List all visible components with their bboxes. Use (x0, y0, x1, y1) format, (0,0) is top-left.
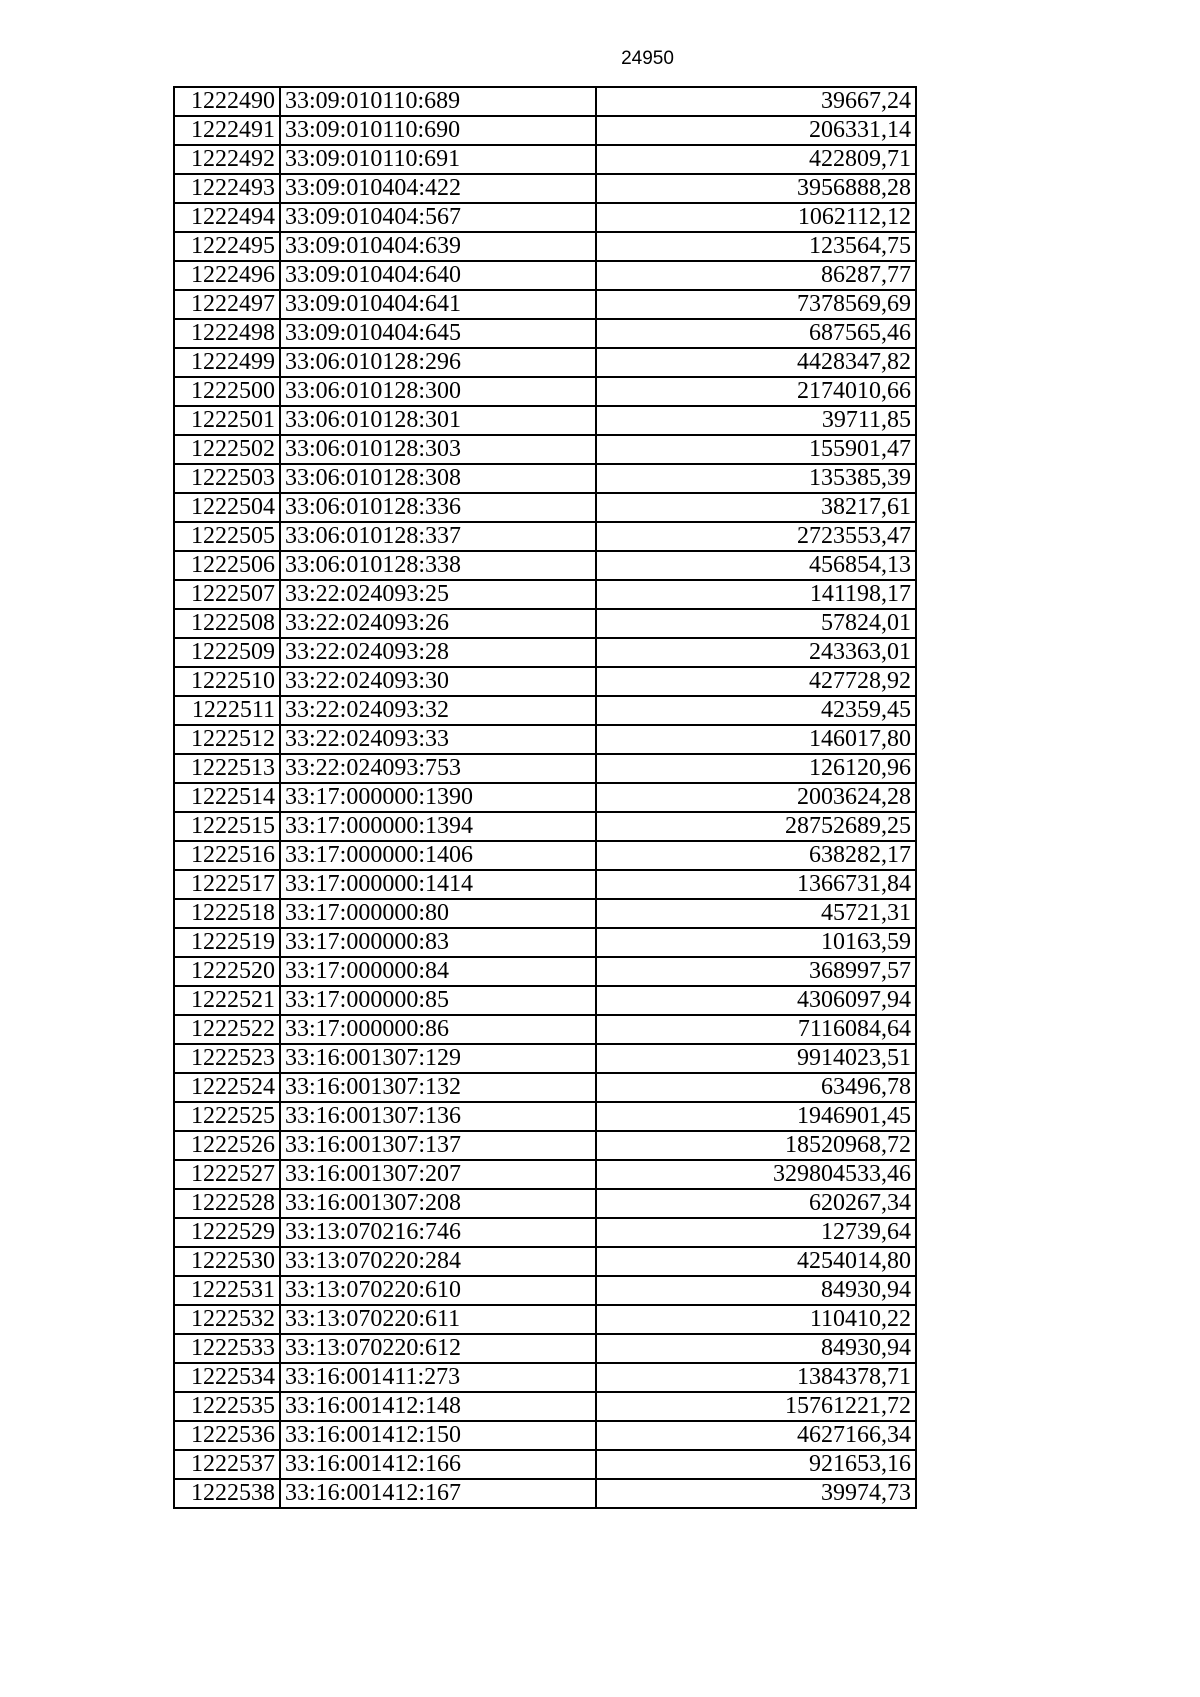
table-row (174, 116, 916, 145)
table-row (174, 928, 916, 957)
row-id-cell: 1222507 (174, 580, 280, 609)
row-id-cell: 1222534 (174, 1363, 280, 1392)
cadastral-value-cell: 39711,85 (596, 406, 916, 435)
cadastral-value-cell: 45721,31 (596, 899, 916, 928)
cadastral-value-cell: 422809,71 (596, 145, 916, 174)
row-id-cell: 1222504 (174, 493, 280, 522)
cadastral-value-cell: 456854,13 (596, 551, 916, 580)
row-id-cell: 1222505 (174, 522, 280, 551)
cadastral-number-cell: 33:06:010128:337 (280, 522, 596, 551)
cadastral-value-cell: 206331,14 (596, 116, 916, 145)
cadastral-value-cell: 4254014,80 (596, 1247, 916, 1276)
row-id-cell: 1222513 (174, 754, 280, 783)
row-id-cell: 1222490 (174, 87, 280, 116)
row-id-cell: 1222519 (174, 928, 280, 957)
cadastral-number-cell: 33:09:010404:641 (280, 290, 596, 319)
cadastral-number-cell: 33:16:001412:166 (280, 1450, 596, 1479)
table-row (174, 870, 916, 899)
table-row (174, 1479, 916, 1508)
row-id-cell: 1222495 (174, 232, 280, 261)
cadastral-number-cell: 33:22:024093:28 (280, 638, 596, 667)
table-row (174, 957, 916, 986)
table-body (174, 87, 916, 1508)
row-id-cell: 1222532 (174, 1305, 280, 1334)
cadastral-number-cell: 33:22:024093:26 (280, 609, 596, 638)
cadastral-number-cell: 33:17:000000:80 (280, 899, 596, 928)
cadastral-value-cell: 2174010,66 (596, 377, 916, 406)
cadastral-value-cell: 243363,01 (596, 638, 916, 667)
table-row (174, 1305, 916, 1334)
cadastral-value-cell: 2003624,28 (596, 783, 916, 812)
table-row (174, 377, 916, 406)
cadastral-value-cell: 141198,17 (596, 580, 916, 609)
cadastral-value-cell: 2723553,47 (596, 522, 916, 551)
cadastral-number-cell: 33:09:010404:640 (280, 261, 596, 290)
table-row (174, 1363, 916, 1392)
table-row (174, 1102, 916, 1131)
cadastral-number-cell: 33:16:001307:207 (280, 1160, 596, 1189)
row-id-cell: 1222530 (174, 1247, 280, 1276)
row-id-cell: 1222497 (174, 290, 280, 319)
cadastral-number-cell: 33:16:001412:167 (280, 1479, 596, 1508)
row-id-cell: 1222531 (174, 1276, 280, 1305)
table-row (174, 783, 916, 812)
row-id-cell: 1222510 (174, 667, 280, 696)
cadastral-number-cell: 33:09:010110:689 (280, 87, 596, 116)
table-row (174, 1276, 916, 1305)
cadastral-value-cell: 368997,57 (596, 957, 916, 986)
cadastral-value-cell: 427728,92 (596, 667, 916, 696)
table-row (174, 812, 916, 841)
row-id-cell: 1222502 (174, 435, 280, 464)
cadastral-number-cell: 33:22:024093:25 (280, 580, 596, 609)
table-row (174, 986, 916, 1015)
table-row (174, 406, 916, 435)
row-id-cell: 1222522 (174, 1015, 280, 1044)
cadastral-value-cell: 3956888,28 (596, 174, 916, 203)
cadastral-value-cell: 1384378,71 (596, 1363, 916, 1392)
cadastral-value-cell: 39974,73 (596, 1479, 916, 1508)
row-id-cell: 1222494 (174, 203, 280, 232)
cadastral-number-cell: 33:09:010110:690 (280, 116, 596, 145)
cadastral-number-cell: 33:09:010404:645 (280, 319, 596, 348)
cadastral-number-cell: 33:06:010128:308 (280, 464, 596, 493)
cadastral-number-cell: 33:22:024093:30 (280, 667, 596, 696)
cadastral-number-cell: 33:17:000000:85 (280, 986, 596, 1015)
page-number: 24950 (621, 48, 674, 69)
cadastral-value-cell: 1062112,12 (596, 203, 916, 232)
row-id-cell: 1222498 (174, 319, 280, 348)
cadastral-number-cell: 33:13:070220:284 (280, 1247, 596, 1276)
table-row (174, 232, 916, 261)
cadastral-number-cell: 33:17:000000:1390 (280, 783, 596, 812)
table-row (174, 638, 916, 667)
row-id-cell: 1222525 (174, 1102, 280, 1131)
cadastral-number-cell: 33:06:010128:336 (280, 493, 596, 522)
cadastral-number-cell: 33:16:001307:208 (280, 1189, 596, 1218)
cadastral-number-cell: 33:22:024093:753 (280, 754, 596, 783)
row-id-cell: 1222509 (174, 638, 280, 667)
cadastral-number-cell: 33:06:010128:303 (280, 435, 596, 464)
row-id-cell: 1222521 (174, 986, 280, 1015)
row-id-cell: 1222499 (174, 348, 280, 377)
row-id-cell: 1222533 (174, 1334, 280, 1363)
cadastral-number-cell: 33:17:000000:1394 (280, 812, 596, 841)
row-id-cell: 1222529 (174, 1218, 280, 1247)
cadastral-value-cell: 63496,78 (596, 1073, 916, 1102)
cadastral-number-cell: 33:13:070220:612 (280, 1334, 596, 1363)
cadastral-value-cell: 4428347,82 (596, 348, 916, 377)
table-row (174, 1015, 916, 1044)
row-id-cell: 1222526 (174, 1131, 280, 1160)
table-row (174, 754, 916, 783)
cadastral-value-cell: 38217,61 (596, 493, 916, 522)
cadastral-value-cell: 84930,94 (596, 1334, 916, 1363)
cadastral-number-cell: 33:06:010128:301 (280, 406, 596, 435)
table-row (174, 261, 916, 290)
cadastral-value-cell: 86287,77 (596, 261, 916, 290)
cadastral-number-cell: 33:09:010404:422 (280, 174, 596, 203)
cadastral-value-cell: 4627166,34 (596, 1421, 916, 1450)
table-row (174, 667, 916, 696)
row-id-cell: 1222512 (174, 725, 280, 754)
cadastral-number-cell: 33:16:001307:129 (280, 1044, 596, 1073)
row-id-cell: 1222491 (174, 116, 280, 145)
row-id-cell: 1222523 (174, 1044, 280, 1073)
row-id-cell: 1222518 (174, 899, 280, 928)
table-row (174, 145, 916, 174)
table-row (174, 1450, 916, 1479)
table-row (174, 1218, 916, 1247)
cadastral-value-cell: 921653,16 (596, 1450, 916, 1479)
row-id-cell: 1222515 (174, 812, 280, 841)
row-id-cell: 1222492 (174, 145, 280, 174)
cadastral-value-cell: 15761221,72 (596, 1392, 916, 1421)
row-id-cell: 1222511 (174, 696, 280, 725)
cadastral-value-cell: 57824,01 (596, 609, 916, 638)
cadastral-number-cell: 33:16:001307:132 (280, 1073, 596, 1102)
row-id-cell: 1222527 (174, 1160, 280, 1189)
cadastral-number-cell: 33:16:001307:136 (280, 1102, 596, 1131)
table-row (174, 174, 916, 203)
cadastral-number-cell: 33:17:000000:84 (280, 957, 596, 986)
cadastral-number-cell: 33:09:010404:639 (280, 232, 596, 261)
cadastral-value-cell: 126120,96 (596, 754, 916, 783)
table-row (174, 696, 916, 725)
cadastral-number-cell: 33:16:001412:150 (280, 1421, 596, 1450)
cadastral-value-cell: 638282,17 (596, 841, 916, 870)
table-row (174, 290, 916, 319)
cadastral-value-cell: 7378569,69 (596, 290, 916, 319)
cadastral-number-cell: 33:13:070220:610 (280, 1276, 596, 1305)
cadastral-number-cell: 33:22:024093:33 (280, 725, 596, 754)
table-row (174, 87, 916, 116)
cadastral-number-cell: 33:16:001307:137 (280, 1131, 596, 1160)
cadastral-value-cell: 18520968,72 (596, 1131, 916, 1160)
row-id-cell: 1222517 (174, 870, 280, 899)
cadastral-number-cell: 33:09:010404:567 (280, 203, 596, 232)
cadastral-value-cell: 687565,46 (596, 319, 916, 348)
cadastral-value-cell: 1946901,45 (596, 1102, 916, 1131)
cadastral-number-cell: 33:06:010128:296 (280, 348, 596, 377)
cadastral-value-cell: 155901,47 (596, 435, 916, 464)
row-id-cell: 1222496 (174, 261, 280, 290)
cadastral-value-cell: 4306097,94 (596, 986, 916, 1015)
cadastral-number-cell: 33:17:000000:86 (280, 1015, 596, 1044)
row-id-cell: 1222524 (174, 1073, 280, 1102)
cadastral-number-cell: 33:06:010128:300 (280, 377, 596, 406)
cadastral-value-cell: 7116084,64 (596, 1015, 916, 1044)
row-id-cell: 1222536 (174, 1421, 280, 1450)
table-row (174, 203, 916, 232)
cadastral-number-cell: 33:22:024093:32 (280, 696, 596, 725)
cadastral-value-cell: 39667,24 (596, 87, 916, 116)
table-row (174, 1189, 916, 1218)
row-id-cell: 1222520 (174, 957, 280, 986)
table-row (174, 1392, 916, 1421)
cadastral-value-cell: 42359,45 (596, 696, 916, 725)
table-row (174, 580, 916, 609)
row-id-cell: 1222514 (174, 783, 280, 812)
table-row (174, 725, 916, 754)
cadastral-value-cell: 329804533,46 (596, 1160, 916, 1189)
cadastral-value-cell: 146017,80 (596, 725, 916, 754)
table-row (174, 1247, 916, 1276)
table-row (174, 1334, 916, 1363)
cadastral-value-cell: 9914023,51 (596, 1044, 916, 1073)
cadastral-number-cell: 33:17:000000:1406 (280, 841, 596, 870)
row-id-cell: 1222501 (174, 406, 280, 435)
cadastral-number-cell: 33:09:010110:691 (280, 145, 596, 174)
cadastral-value-cell: 620267,34 (596, 1189, 916, 1218)
cadastral-value-cell: 10163,59 (596, 928, 916, 957)
row-id-cell: 1222537 (174, 1450, 280, 1479)
table-row (174, 1421, 916, 1450)
cadastral-value-table (173, 86, 917, 1509)
cadastral-number-cell: 33:16:001412:148 (280, 1392, 596, 1421)
cadastral-value-cell: 1366731,84 (596, 870, 916, 899)
table-row (174, 1044, 916, 1073)
row-id-cell: 1222508 (174, 609, 280, 638)
row-id-cell: 1222493 (174, 174, 280, 203)
table-row (174, 435, 916, 464)
table-row (174, 1131, 916, 1160)
cadastral-value-cell: 28752689,25 (596, 812, 916, 841)
row-id-cell: 1222535 (174, 1392, 280, 1421)
table-row (174, 522, 916, 551)
cadastral-value-cell: 12739,64 (596, 1218, 916, 1247)
cadastral-number-cell: 33:13:070220:611 (280, 1305, 596, 1334)
table-row (174, 319, 916, 348)
cadastral-number-cell: 33:17:000000:1414 (280, 870, 596, 899)
row-id-cell: 1222500 (174, 377, 280, 406)
cadastral-value-cell: 123564,75 (596, 232, 916, 261)
row-id-cell: 1222538 (174, 1479, 280, 1508)
table-row (174, 1160, 916, 1189)
table-row (174, 493, 916, 522)
cadastral-value-cell: 110410,22 (596, 1305, 916, 1334)
cadastral-value-cell: 84930,94 (596, 1276, 916, 1305)
row-id-cell: 1222516 (174, 841, 280, 870)
cadastral-number-cell: 33:13:070216:746 (280, 1218, 596, 1247)
table-row (174, 841, 916, 870)
row-id-cell: 1222528 (174, 1189, 280, 1218)
row-id-cell: 1222503 (174, 464, 280, 493)
table-row (174, 1073, 916, 1102)
cadastral-number-cell: 33:17:000000:83 (280, 928, 596, 957)
table-row (174, 551, 916, 580)
row-id-cell: 1222506 (174, 551, 280, 580)
table-row (174, 348, 916, 377)
cadastral-number-cell: 33:16:001411:273 (280, 1363, 596, 1392)
cadastral-value-cell: 135385,39 (596, 464, 916, 493)
table-row (174, 464, 916, 493)
cadastral-number-cell: 33:06:010128:338 (280, 551, 596, 580)
table-row (174, 609, 916, 638)
table-row (174, 899, 916, 928)
